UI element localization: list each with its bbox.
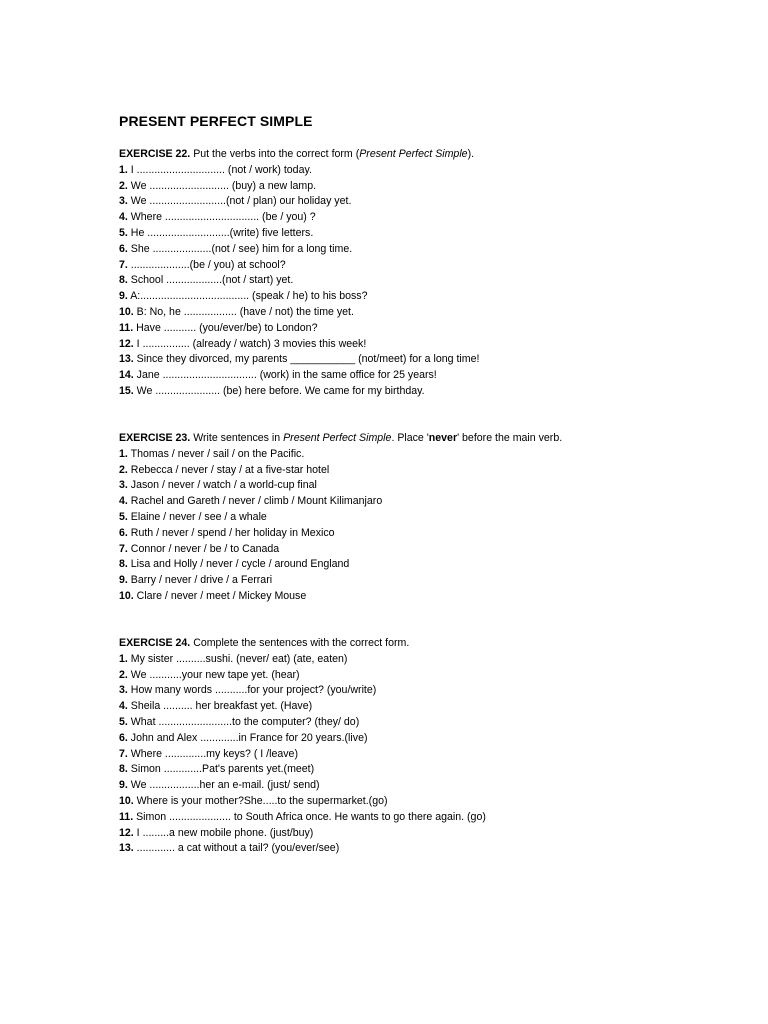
item-number: 6. — [119, 242, 128, 255]
item-text: Have ........... (you/ever/be) to London? — [133, 321, 318, 334]
item-text: We ...................... (be) here before. We came for my birthday. — [133, 384, 425, 397]
item-number: 1. — [119, 652, 128, 665]
item-text: My sister ..........sushi. (never/ eat) (ate, eaten) — [127, 652, 348, 665]
item-number: 7. — [119, 258, 128, 271]
item-number: 10. — [119, 589, 134, 602]
item-number: 13. — [119, 353, 134, 366]
exercise-23-instr-part2: . Place ' — [391, 432, 429, 444]
item-text: I ................ (already / watch) 3 movies this week! — [133, 337, 367, 350]
item-text: Simon ..................... to South Africa once. He wants to go there again. (go) — [133, 810, 486, 823]
exercise-23-label: EXERCISE 23. — [119, 432, 191, 444]
item-number: 11. — [119, 321, 134, 334]
exercise-item — [119, 526, 719, 542]
item-number: 1. — [119, 163, 128, 176]
item-text: Lisa and Holly / never / cycle / around England — [127, 558, 350, 571]
item-number: 2. — [119, 463, 128, 476]
item-number: 5. — [119, 510, 128, 523]
exercise-item — [119, 699, 719, 715]
item-text: Ruth / never / spend / her holiday in Mexico — [127, 526, 335, 539]
item-number: 7. — [119, 542, 128, 555]
item-text: Jason / never / watch / a world-cup final — [127, 479, 317, 492]
exercise-24-items — [119, 652, 719, 857]
item-number: 14. — [119, 369, 134, 382]
exercise-item — [119, 542, 719, 558]
item-number: 6. — [119, 731, 128, 744]
item-text: I .............................. (not / work) today. — [127, 163, 312, 176]
item-text: Simon .............Pat's parents yet.(meet) — [127, 763, 315, 776]
item-number: 13. — [119, 842, 134, 855]
exercise-item — [119, 652, 719, 668]
item-number: 4. — [119, 211, 128, 224]
exercise-item — [119, 258, 719, 274]
item-text: How many words ...........for your project? (you/write) — [127, 684, 377, 697]
exercise-item — [119, 242, 719, 258]
exercise-23-instr-bold: never — [428, 432, 458, 444]
page-title: PRESENT PERFECT SIMPLE — [119, 113, 313, 129]
exercise-24 — [119, 636, 719, 857]
item-text: We ........................... (buy) a new lamp. — [127, 179, 317, 192]
exercise-22-label: EXERCISE 22. — [119, 148, 191, 160]
exercise-item — [119, 841, 719, 857]
exercise-22 — [119, 147, 719, 400]
item-text: Where ..............my keys? ( I /leave) — [127, 747, 298, 760]
item-number: 9. — [119, 779, 128, 792]
item-text: Rebecca / never / stay / at a five-star hotel — [127, 463, 330, 476]
item-text: Connor / never / be / to Canada — [127, 542, 280, 555]
exercise-23-instr-part1: Write sentences in — [190, 432, 284, 444]
item-number: 5. — [119, 715, 128, 728]
exercise-item — [119, 210, 719, 226]
exercise-item — [119, 731, 719, 747]
exercise-item — [119, 510, 719, 526]
exercise-item — [119, 179, 719, 195]
item-number: 4. — [119, 700, 128, 713]
exercise-23 — [119, 431, 719, 605]
exercise-22-instr-part1: Put the verbs into the correct form ( — [190, 148, 360, 160]
exercise-item — [119, 321, 719, 337]
exercise-23-instr-part3: ' before the main verb. — [457, 432, 563, 444]
item-text: ............. a cat without a tail? (you/ever/see) — [133, 842, 340, 855]
exercise-item — [119, 305, 719, 321]
item-text: We ..........................(not / plan) our holiday yet. — [127, 195, 352, 208]
item-number: 3. — [119, 684, 128, 697]
item-text: Barry / never / drive / a Ferrari — [127, 574, 273, 587]
item-number: 8. — [119, 763, 128, 776]
exercise-item — [119, 447, 719, 463]
item-text: A:..................................... (speak / he) to his boss? — [127, 290, 368, 303]
item-number: 12. — [119, 337, 134, 350]
exercise-22-instr-part2: ). — [467, 148, 475, 160]
item-text: Sheila .......... her breakfast yet. (Have) — [127, 700, 313, 713]
item-number: 9. — [119, 290, 128, 303]
exercise-24-label: EXERCISE 24. — [119, 637, 191, 649]
item-number: 8. — [119, 274, 128, 287]
item-text: Thomas / never / sail / on the Pacific. — [127, 447, 305, 460]
exercise-item — [119, 778, 719, 794]
item-text: Jane ................................ (work) in the same office for 25 years! — [133, 369, 437, 382]
item-text: Since they divorced, my parents ___________ (not/meet) for a long time! — [133, 353, 480, 366]
exercise-item — [119, 337, 719, 353]
item-number: 3. — [119, 479, 128, 492]
exercise-23-instr-italic: Present Perfect Simple — [283, 432, 392, 444]
exercise-22-instructions — [119, 147, 719, 163]
exercise-item — [119, 226, 719, 242]
exercise-item — [119, 368, 719, 384]
exercise-23-items — [119, 447, 719, 605]
item-number: 1. — [119, 447, 128, 460]
item-number: 12. — [119, 826, 134, 839]
exercise-item — [119, 194, 719, 210]
item-text: Rachel and Gareth / never / climb / Mount Kilimanjaro — [127, 495, 383, 508]
exercise-item — [119, 810, 719, 826]
item-number: 6. — [119, 526, 128, 539]
exercise-item — [119, 683, 719, 699]
item-text: I .........a new mobile phone. (just/buy) — [133, 826, 314, 839]
item-text: She ....................(not / see) him for a long time. — [127, 242, 353, 255]
item-text: Clare / never / meet / Mickey Mouse — [133, 589, 307, 602]
exercise-item — [119, 163, 719, 179]
item-text: What .........................to the computer? (they/ do) — [127, 715, 360, 728]
exercise-item — [119, 557, 719, 573]
exercise-item — [119, 747, 719, 763]
item-number: 2. — [119, 668, 128, 681]
item-text: We .................her an e-mail. (just/ send) — [127, 779, 320, 792]
item-number: 10. — [119, 794, 134, 807]
item-number: 10. — [119, 305, 134, 318]
exercise-24-instructions — [119, 636, 719, 652]
exercise-item — [119, 273, 719, 289]
exercise-item — [119, 589, 719, 605]
item-text: ....................(be / you) at school? — [127, 258, 286, 271]
exercise-22-instr-italic: Present Perfect Simple — [359, 148, 468, 160]
exercise-item — [119, 573, 719, 589]
exercise-item — [119, 478, 719, 494]
item-text: Where ................................ (be / you) ? — [127, 211, 316, 224]
exercise-24-instr: Complete the sentences with the correct form. — [190, 637, 410, 649]
item-text: He ............................(write) five letters. — [127, 226, 314, 239]
exercise-item — [119, 494, 719, 510]
exercise-item — [119, 668, 719, 684]
exercise-22-items — [119, 163, 719, 400]
exercise-item — [119, 794, 719, 810]
exercise-item — [119, 463, 719, 479]
item-text: School ...................(not / start) yet. — [127, 274, 294, 287]
item-text: We ...........your new tape yet. (hear) — [127, 668, 300, 681]
item-number: 8. — [119, 558, 128, 571]
exercise-item — [119, 826, 719, 842]
item-number: 15. — [119, 384, 134, 397]
item-number: 9. — [119, 574, 128, 587]
item-number: 11. — [119, 810, 134, 823]
item-number: 2. — [119, 179, 128, 192]
item-number: 3. — [119, 195, 128, 208]
item-number: 5. — [119, 226, 128, 239]
exercise-item — [119, 715, 719, 731]
exercise-item — [119, 762, 719, 778]
exercise-item — [119, 352, 719, 368]
exercise-item — [119, 384, 719, 400]
item-text: B: No, he .................. (have / not) the time yet. — [133, 305, 354, 318]
exercise-item — [119, 289, 719, 305]
item-text: Where is your mother?She.....to the supermarket.(go) — [133, 794, 388, 807]
item-number: 4. — [119, 495, 128, 508]
item-text: Elaine / never / see / a whale — [127, 510, 267, 523]
exercise-23-instructions — [119, 431, 719, 447]
item-text: John and Alex .............in France for 20 years.(live) — [127, 731, 368, 744]
item-number: 7. — [119, 747, 128, 760]
